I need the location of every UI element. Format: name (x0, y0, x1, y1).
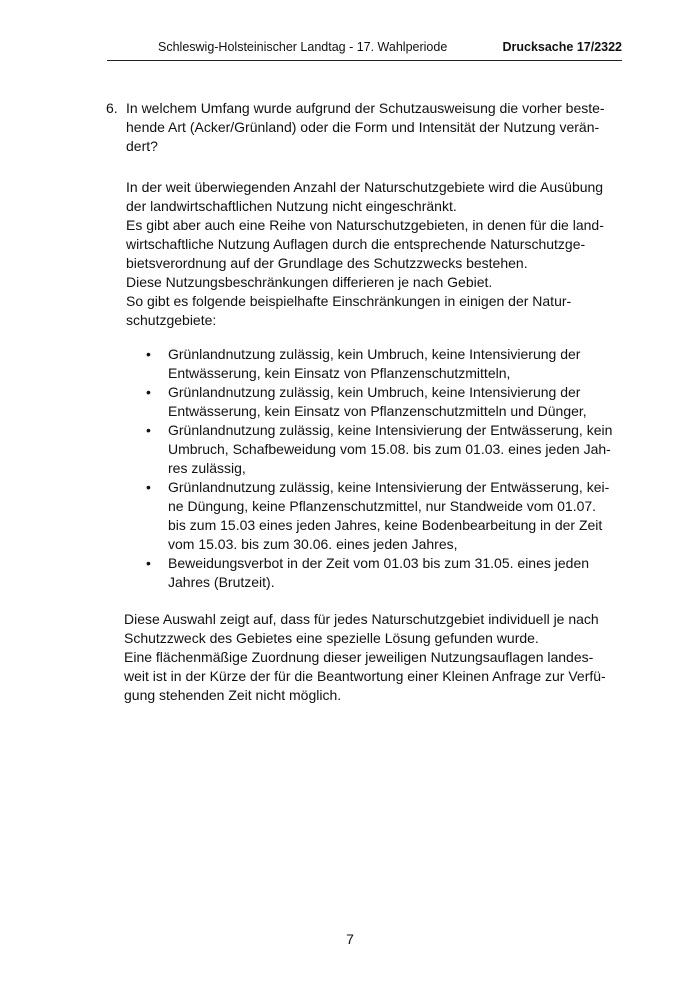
answer-line: weit ist in der Kürze der für die Beantwortung einer Kleinen Anfrage zur Verfü- (124, 668, 606, 684)
list-item-line: Entwässerung, kein Einsatz von Pflanzenschutzmitteln, (168, 365, 511, 381)
list-item-line: ne Düngung, keine Pflanzenschutzmittel, nur Standweide vom 01.07. (168, 498, 597, 514)
header-title: Schleswig-Holsteinischer Landtag - 17. Wahlperiode (158, 40, 448, 54)
answer-line: Schutzzweck des Gebietes eine spezielle Lösung gefunden wurde. (124, 630, 539, 646)
answer-line: der landwirtschaftlichen Nutzung nicht eingeschränkt. (126, 198, 457, 214)
answer-line: bietsverordnung auf der Grundlage des Schutzzwecks bestehen. (126, 255, 528, 271)
bullet-icon: • (146, 422, 151, 438)
question-line: dert? (126, 138, 158, 154)
restriction-list (146, 345, 612, 592)
bullet-icon: • (146, 555, 151, 571)
answer-line: Diese Nutzungsbeschränkungen differieren je nach Gebiet. (126, 274, 493, 290)
list-item-line: bis zum 15.03 eines jeden Jahres, keine Bodenbearbeitung in der Zeit (168, 517, 603, 533)
list-item (146, 345, 612, 383)
list-item-line: Jahres (Brutzeit). (168, 574, 275, 590)
answer-line: Es gibt aber auch eine Reihe von Naturschutzgebieten, in denen für die land- (126, 217, 604, 233)
list-item-line: Grünlandnutzung zulässig, kein Umbruch, keine Intensivierung der (168, 384, 581, 400)
list-item-line: Grünlandnutzung zulässig, keine Intensivierung der Entwässerung, kei- (168, 479, 610, 495)
page-number: 7 (346, 931, 354, 947)
list-item-line: Grünlandnutzung zulässig, kein Umbruch, keine Intensivierung der (168, 346, 581, 362)
list-item-line: Umbruch, Schafbeweidung vom 15.08. bis zum 01.03. eines jeden Jah- (168, 441, 611, 457)
answer-line: gung stehenden Zeit nicht möglich. (124, 687, 342, 703)
question-line: hende Art (Acker/Grünland) oder die Form und Intensität der Nutzung verän- (126, 119, 600, 135)
answer-intro (126, 178, 604, 330)
question-number: 6. (106, 100, 118, 116)
question-text (126, 99, 605, 156)
list-item-line: res zulässig, (168, 460, 246, 476)
list-item-line: Grünlandnutzung zulässig, keine Intensivierung der Entwässerung, kein (168, 422, 613, 438)
bullet-icon: • (146, 479, 151, 495)
answer-line: Eine flächenmäßige Zuordnung dieser jeweiligen Nutzungsauflagen landes- (124, 649, 594, 665)
list-item (146, 478, 612, 554)
bullet-icon: • (146, 384, 151, 400)
answer-line: Diese Auswahl zeigt auf, dass für jedes Naturschutzgebiet individuell je nach (124, 611, 599, 627)
answer-conclusion (124, 610, 606, 705)
header-doc-number: Drucksache 17/2322 (502, 40, 622, 54)
list-item-line: Beweidungsverbot in der Zeit vom 01.03 bis zum 31.05. eines jeden (168, 555, 590, 571)
answer-line: schutzgebiete: (126, 312, 217, 328)
list-item-line: vom 15.03. bis zum 30.06. eines jeden Jahres, (168, 536, 458, 552)
list-item-line: Entwässerung, kein Einsatz von Pflanzenschutzmitteln und Dünger, (168, 403, 587, 419)
list-item (146, 554, 612, 592)
list-item (146, 383, 612, 421)
question-line: In welchem Umfang wurde aufgrund der Schutzausweisung die vorher beste- (126, 100, 605, 116)
answer-line: So gibt es folgende beispielhafte Einschränkungen in einigen der Natur- (126, 293, 572, 309)
answer-line: In der weit überwiegenden Anzahl der Naturschutzgebiete wird die Ausübung (126, 179, 604, 195)
list-item (146, 421, 612, 478)
bullet-icon: • (146, 346, 151, 362)
page-header (107, 40, 622, 61)
answer-line: wirtschaftliche Nutzung Auflagen durch die entsprechende Naturschutzge- (126, 236, 586, 252)
